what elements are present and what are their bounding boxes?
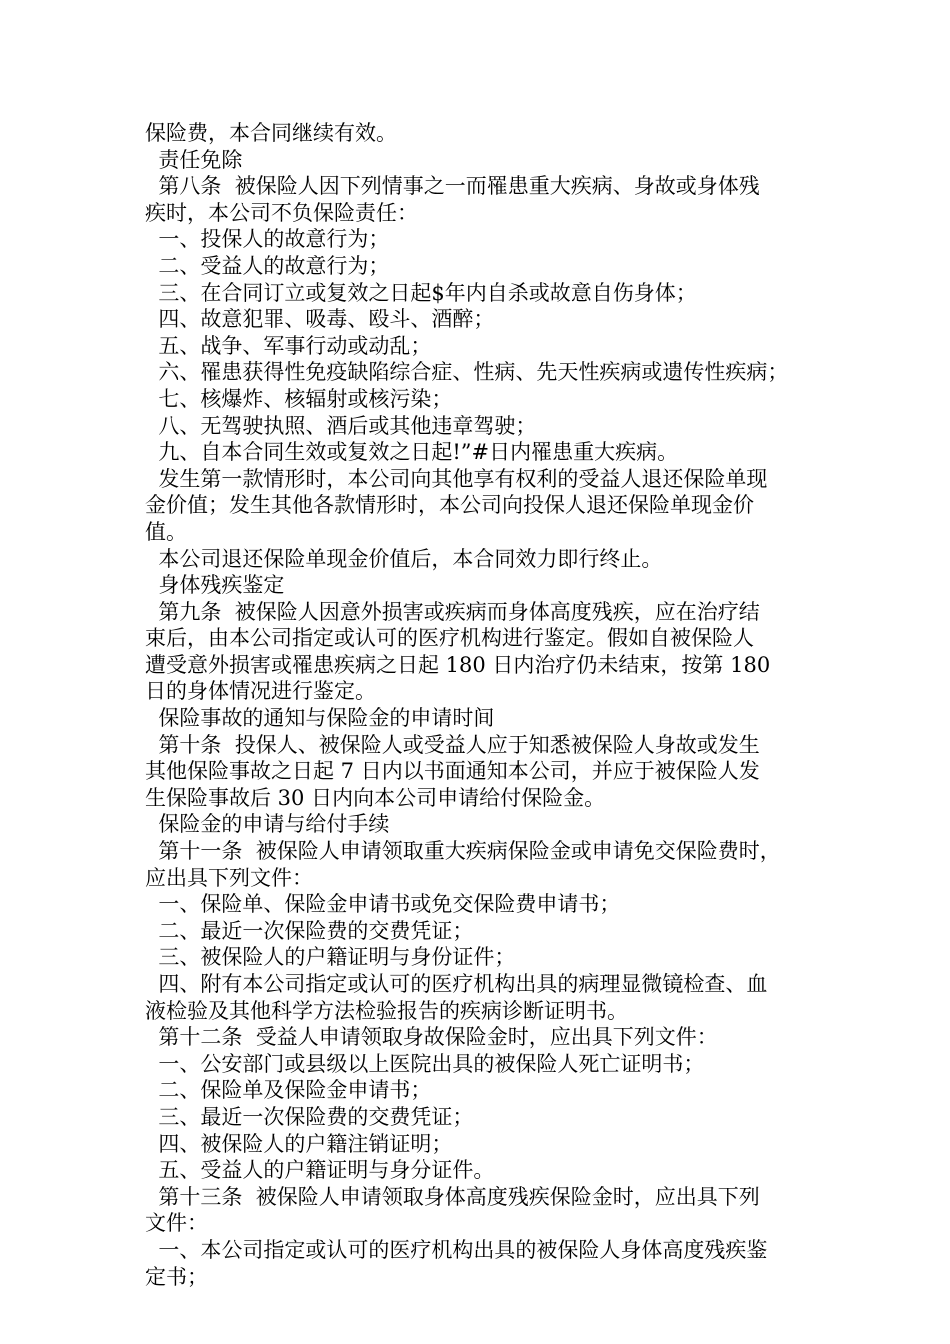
text-line: 遭受意外损害或罹患疾病之日起 180 日内治疗仍未结束，按第 180 [145,652,771,677]
list-item: 六、罹患获得性免疫缺陷综合症、性病、先天性疾病或遗传性疾病； [145,360,789,385]
list-item: 七、核爆炸、核辐射或核污染； [145,386,453,411]
text-line: 金价值；发生其他各款情形时，本公司向投保人退还保险单现金价 [145,493,754,518]
text-line: 疾时，本公司不负保险责任： [145,200,418,225]
text-line: 第十条 投保人、被保险人或受益人应于知悉被保险人身故或发生 [145,732,760,757]
list-item: 三、在合同订立或复效之日起$年内自杀或故意自伤身体； [145,280,697,305]
text-line: 文件： [145,1211,208,1236]
text-line: 液检验及其他科学方法检验报告的疾病诊断证明书。 [145,998,628,1023]
list-item: 四、故意犯罪、吸毒、殴斗、酒醉； [145,307,495,332]
text-line: 发生第一款情形时，本公司向其他享有权利的受益人退还保险单现 [145,466,768,491]
list-item: 一、本公司指定或认可的医疗机构出具的被保险人身体高度残疾鉴 [145,1237,768,1262]
text-line: 值。 [145,519,187,544]
text-line: 第八条 被保险人因下列情事之一而罹患重大疾病、身故或身体残 [145,174,760,199]
list-item: 五、受益人的户籍证明与身分证件。 [145,1158,495,1183]
list-item: 二、保险单及保险金申请书； [145,1078,432,1103]
text-line: 定书； [145,1264,208,1289]
text-line: 生保险事故后 30 日内向本公司申请给付保险金。 [145,785,606,810]
document-page [145,120,817,1290]
list-item: 八、无驾驶执照、酒后或其他违章驾驶； [145,413,537,438]
section-heading: 保险金的申请与给付手续 [145,812,390,837]
text-line: 第十三条 被保险人申请领取身体高度残疾保险金时，应出具下列 [145,1184,760,1209]
list-item: 四、被保险人的户籍注销证明； [145,1131,453,1156]
text-line: 第九条 被保险人因意外损害或疾病而身体高度残疾，应在治疗结 [145,599,760,624]
text-line: 本公司退还保险单现金价值后，本合同效力即行终止。 [145,546,663,571]
text-line: 第十一条 被保险人申请领取重大疾病保险金或申请免交保险费时， [145,839,781,864]
section-heading: 责任免除 [145,147,243,172]
text-line: 应出具下列文件： [145,865,313,890]
text-line: 保险费，本合同继续有效。 [145,121,397,145]
list-item: 一、投保人的故意行为； [145,227,390,252]
list-item: 五、战争、军事行动或动乱； [145,333,432,358]
list-item: 二、最近一次保险费的交费凭证； [145,918,474,943]
list-item: 一、保险单、保险金申请书或免交保险费申请书； [145,892,621,917]
section-heading: 保险事故的通知与保险金的申请时间 [145,706,495,731]
list-item: 三、被保险人的户籍证明与身份证件； [145,945,516,970]
text-line: 日的身体情况进行鉴定。 [145,679,376,704]
list-item: 九、自本合同生效或复效之日起!”#日内罹患重大疾病。 [145,440,679,465]
section-heading: 身体残疾鉴定 [145,573,285,598]
list-item: 一、公安部门或县级以上医院出具的被保险人死亡证明书； [145,1051,705,1076]
text-line: 其他保险事故之日起 7 日内以书面通知本公司，并应于被保险人发 [145,759,760,784]
text-line: 束后，由本公司指定或认可的医疗机构进行鉴定。假如自被保险人 [145,626,754,651]
list-item: 三、最近一次保险费的交费凭证； [145,1104,474,1129]
list-item: 二、受益人的故意行为； [145,253,390,278]
list-item: 四、附有本公司指定或认可的医疗机构出具的病理显微镜检查、血 [145,972,768,996]
text-line: 第十二条 受益人申请领取身故保险金时，应出具下列文件： [145,1025,718,1050]
